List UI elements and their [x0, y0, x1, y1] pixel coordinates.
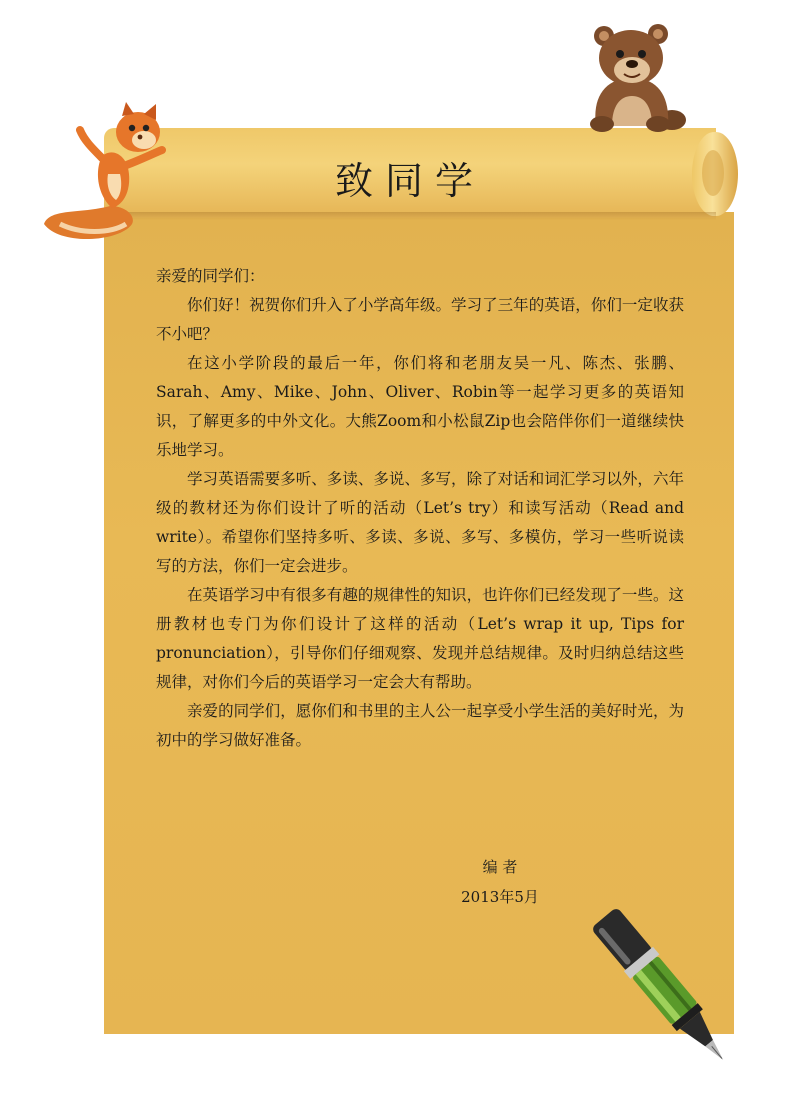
letter-date: 2013年5月 — [461, 888, 539, 906]
letter-paragraph: 亲爱的同学们，愿你们和书里的主人公一起享受小学生活的美好时光，为初中的学习做好准备。 — [156, 702, 684, 749]
letter-salutation: 亲爱的同学们： — [156, 267, 265, 285]
letter-signoff — [440, 852, 560, 912]
letter-body — [156, 262, 684, 755]
letter-paragraph: 学习英语需要多听、多读、多说、多写，除了对话和词汇学习以外，六年级的教材还为你们设计了听的活动（Let’s try）和读写活动（Read and write）。希望你们坚持多听、多读、多说、多写、多模仿，学习一些听说读写的方法，你们一定会进步。 — [156, 470, 684, 575]
letter-paragraph: 你们好！祝贺你们升入了小学高年级。学习了三年的英语，你们一定收获不小吧？ — [156, 296, 684, 343]
fountain-pen-icon — [570, 900, 750, 1060]
bear-icon — [574, 16, 694, 136]
squirrel-icon — [40, 96, 180, 246]
signature: 编 者 — [482, 858, 518, 876]
scroll-header-shadow — [104, 212, 716, 220]
letter-paragraph: 在英语学习中有很多有趣的规律性的知识，也许你们已经发现了一些。这册教材也专门为你们设计了这样的活动（Let’s wrap it up, Tips for pronunciation），引导你们仔细观察、发现并总结规律。及时归纳总结这些规律，对你们今后的英语学习一定会大有帮助。 — [156, 586, 684, 691]
letter-paragraph: 在这小学阶段的最后一年，你们将和老朋友吴一凡、陈杰、张鹏、Sarah、Amy、Mike、John、Oliver、Robin等一起学习更多的英语知识，了解更多的中外文化。大熊Zoom和小松鼠Zip也会陪伴你们一道继续快乐地学习。 — [156, 354, 684, 459]
letter-title: 致同学 — [334, 159, 485, 203]
